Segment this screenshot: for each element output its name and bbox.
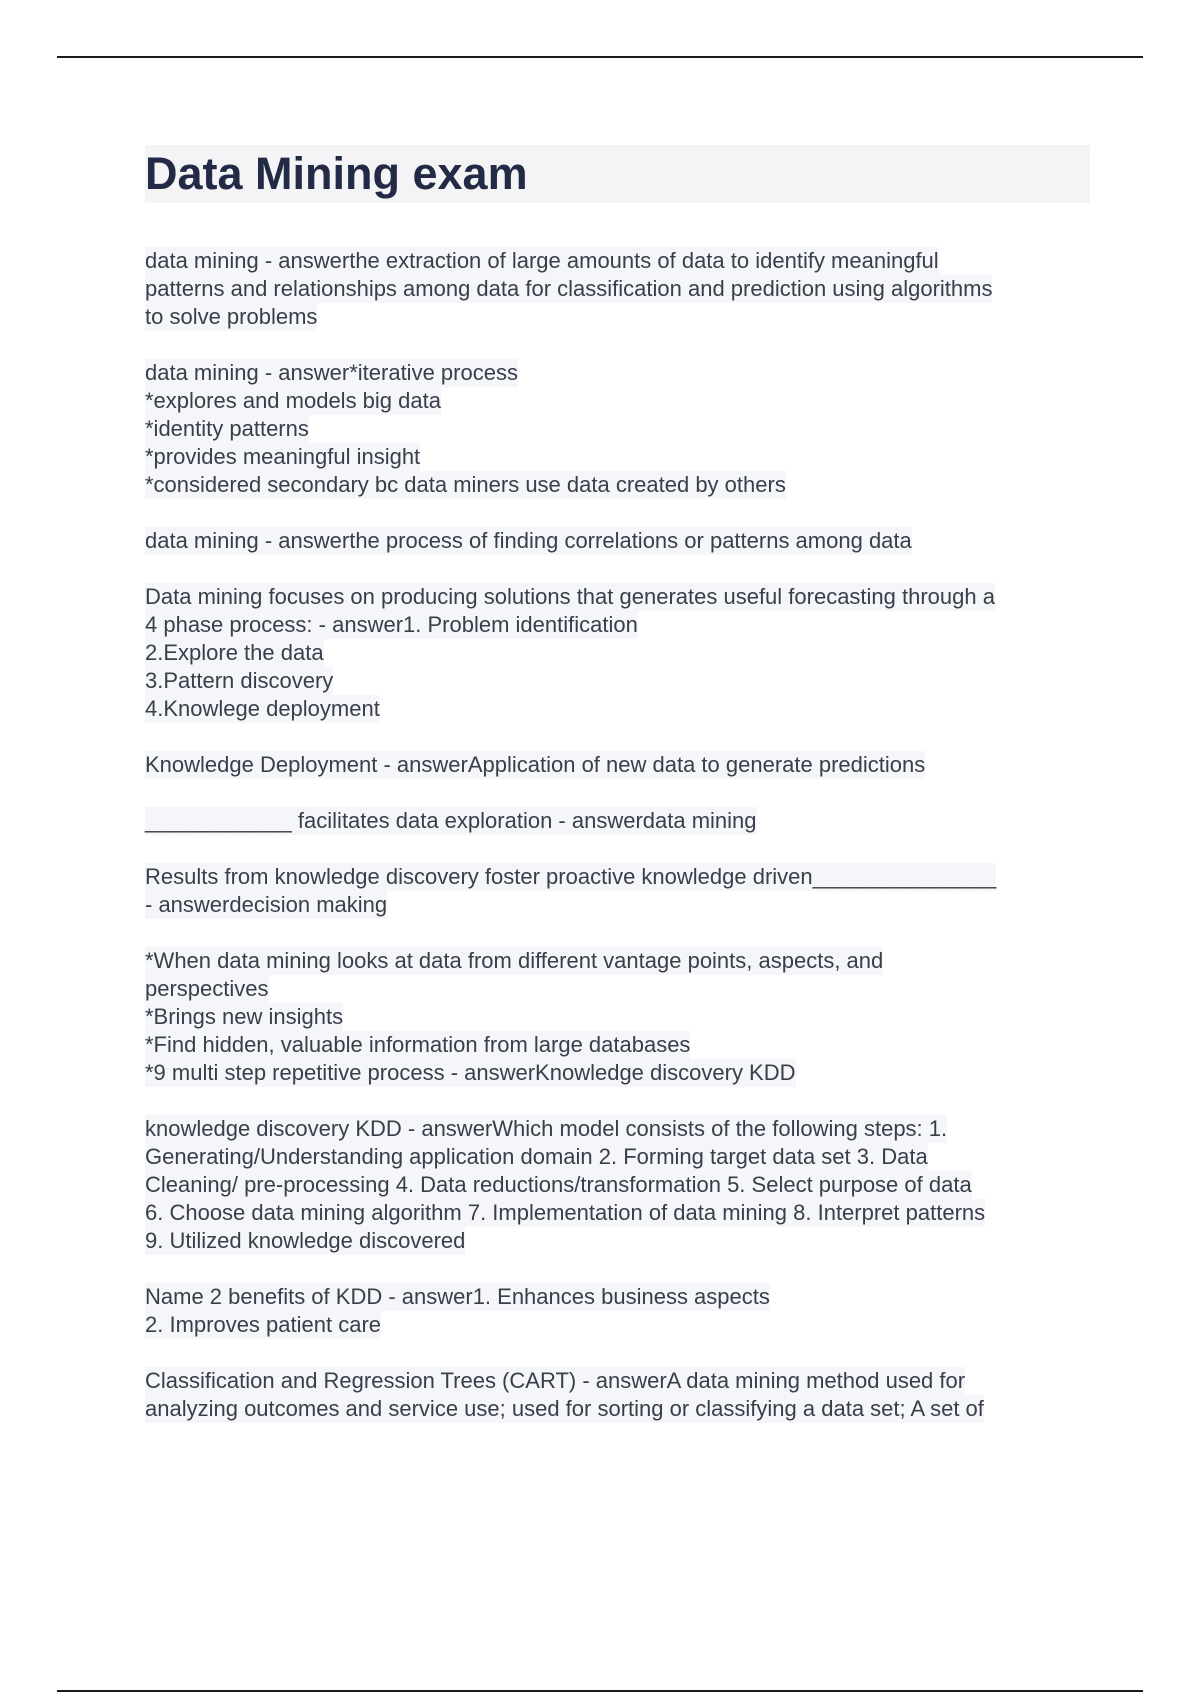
qa-entry-1 — [145, 247, 1090, 331]
qa-line: knowledge discovery KDD - answerWhich model consists of the following steps: 1. — [145, 1116, 948, 1141]
qa-line: *9 multi step repetitive process - answerKnowledge discovery KDD — [145, 1060, 796, 1085]
qa-line: analyzing outcomes and service use; used for sorting or classifying a data set; A set of — [145, 1396, 984, 1421]
qa-entry-9 — [145, 1115, 1090, 1255]
qa-line: data mining - answerthe process of finding correlations or patterns among data — [145, 528, 912, 553]
qa-line: 4 phase process: - answer1. Problem identification — [145, 612, 638, 637]
qa-entry-5 — [145, 751, 1090, 779]
qa-entry-3 — [145, 527, 1090, 555]
qa-line: 4.Knowlege deployment — [145, 696, 380, 721]
qa-line: data mining - answer*iterative process — [145, 360, 518, 385]
qa-line: perspectives — [145, 976, 269, 1001]
qa-line: 3.Pattern discovery — [145, 668, 334, 693]
qa-entry-6 — [145, 807, 1090, 835]
qa-line: Results from knowledge discovery foster proactive knowledge driven_______________ — [145, 864, 997, 889]
qa-line: *considered secondary bc data miners use data created by others — [145, 472, 786, 497]
qa-line: Cleaning/ pre-processing 4. Data reductions/transformation 5. Select purpose of data — [145, 1172, 972, 1197]
qa-line: *identity patterns — [145, 416, 309, 441]
qa-entry-8 — [145, 947, 1090, 1087]
qa-line: to solve problems — [145, 304, 318, 329]
qa-line: *When data mining looks at data from different vantage points, aspects, and — [145, 948, 884, 973]
qa-line: data mining - answerthe extraction of large amounts of data to identify meaningful — [145, 248, 939, 273]
qa-line: *Brings new insights — [145, 1004, 344, 1029]
top-rule — [57, 56, 1143, 58]
qa-line: 2. Improves patient care — [145, 1312, 382, 1337]
page-title: Data Mining exam — [145, 145, 1090, 203]
qa-line: 2.Explore the data — [145, 640, 324, 665]
qa-line: Generating/Understanding application domain 2. Forming target data set 3. Data — [145, 1144, 928, 1169]
qa-entry-10 — [145, 1283, 1090, 1339]
qa-line: 6. Choose data mining algorithm 7. Implementation of data mining 8. Interpret patterns — [145, 1200, 986, 1225]
qa-line: *provides meaningful insight — [145, 444, 421, 469]
qa-line: 9. Utilized knowledge discovered — [145, 1228, 466, 1253]
bottom-rule — [57, 1690, 1143, 1692]
qa-line: Data mining focuses on producing solutions that generates useful forecasting through a — [145, 584, 995, 609]
qa-line: ____________ facilitates data exploration - answerdata mining — [145, 808, 757, 833]
qa-line: *explores and models big data — [145, 388, 441, 413]
document-body — [145, 145, 1090, 1451]
qa-entry-7 — [145, 863, 1090, 919]
qa-line: - answerdecision making — [145, 892, 388, 917]
qa-line: Name 2 benefits of KDD - answer1. Enhances business aspects — [145, 1284, 770, 1309]
qa-entry-11 — [145, 1367, 1090, 1423]
qa-line: Knowledge Deployment - answerApplication of new data to generate predictions — [145, 752, 926, 777]
qa-line: patterns and relationships among data for classification and prediction using algorithms — [145, 276, 993, 301]
qa-line: Classification and Regression Trees (CART) - answerA data mining method used for — [145, 1368, 966, 1393]
qa-line: *Find hidden, valuable information from large databases — [145, 1032, 691, 1057]
qa-entry-4 — [145, 583, 1090, 723]
qa-entry-2 — [145, 359, 1090, 499]
